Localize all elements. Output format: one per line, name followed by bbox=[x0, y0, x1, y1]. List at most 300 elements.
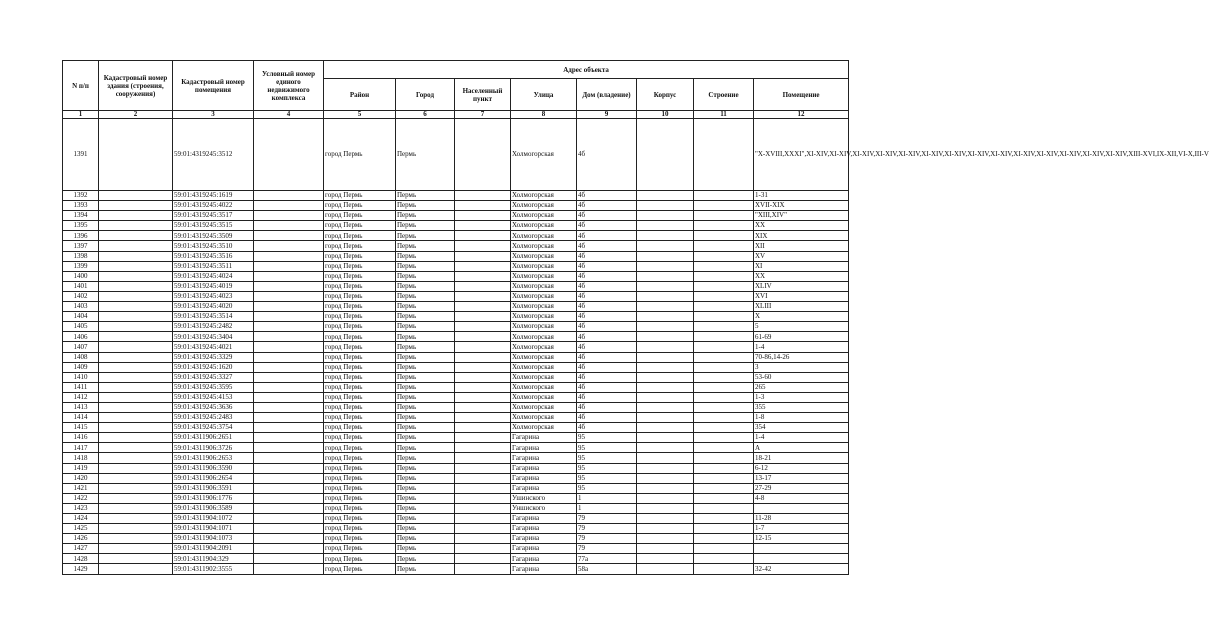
premises-cadastral-cell: 59:01:4311904:329 bbox=[173, 554, 254, 564]
table-row bbox=[63, 503, 849, 513]
complex-number-cell bbox=[254, 443, 324, 453]
complex-number-cell bbox=[254, 322, 324, 332]
building-cadastral-cell bbox=[99, 554, 173, 564]
complex-number-cell bbox=[254, 221, 324, 231]
district-cell: город Пермь bbox=[324, 413, 396, 423]
block-cell bbox=[637, 372, 694, 382]
complex-number-cell bbox=[254, 312, 324, 322]
room-cell: XII bbox=[754, 241, 849, 251]
house-cell: 79 bbox=[577, 544, 637, 554]
block-cell bbox=[637, 453, 694, 463]
premises-cadastral-cell: 59:01:4319245:1620 bbox=[173, 362, 254, 372]
room-cell: X bbox=[754, 312, 849, 322]
building-cadastral-cell bbox=[99, 524, 173, 534]
premises-cadastral-cell: 59:01:4319245:4024 bbox=[173, 271, 254, 281]
complex-number-cell bbox=[254, 463, 324, 473]
district-cell: город Пермь bbox=[324, 524, 396, 534]
house-cell: 1 bbox=[577, 493, 637, 503]
house-cell: 4б bbox=[577, 372, 637, 382]
row-number: 1410 bbox=[63, 372, 99, 382]
street-cell: Холмогорская bbox=[511, 191, 577, 201]
row-number: 1396 bbox=[63, 231, 99, 241]
building-cell bbox=[694, 453, 754, 463]
block-cell bbox=[637, 433, 694, 443]
row-number: 1428 bbox=[63, 554, 99, 564]
house-cell: 4б bbox=[577, 191, 637, 201]
column-number-cell: 9 bbox=[577, 111, 637, 119]
block-cell bbox=[637, 443, 694, 453]
building-cadastral-cell bbox=[99, 201, 173, 211]
house-cell: 1 bbox=[577, 503, 637, 513]
street-cell: Холмогорская bbox=[511, 352, 577, 362]
house-cell: 95 bbox=[577, 443, 637, 453]
house-cell: 4б bbox=[577, 119, 637, 191]
district-cell: город Пермь bbox=[324, 291, 396, 301]
complex-number-cell bbox=[254, 261, 324, 271]
table-row bbox=[63, 524, 849, 534]
block-cell bbox=[637, 493, 694, 503]
street-cell: Холмогорская bbox=[511, 281, 577, 291]
building-cadastral-cell bbox=[99, 443, 173, 453]
complex-number-cell bbox=[254, 191, 324, 201]
house-cell: 95 bbox=[577, 453, 637, 463]
complex-number-cell bbox=[254, 453, 324, 463]
city-cell: Пермь bbox=[396, 402, 455, 412]
column-number-cell: 8 bbox=[511, 111, 577, 119]
settlement-cell bbox=[455, 443, 511, 453]
district-cell: город Пермь bbox=[324, 322, 396, 332]
house-cell: 4б bbox=[577, 211, 637, 221]
premises-cadastral-cell: 59:01:4319245:3512 bbox=[173, 119, 254, 191]
street-cell: Холмогорская bbox=[511, 251, 577, 261]
column-number-cell: 3 bbox=[173, 111, 254, 119]
settlement-cell bbox=[455, 332, 511, 342]
building-cell bbox=[694, 352, 754, 362]
block-cell bbox=[637, 241, 694, 251]
row-number: 1391 bbox=[63, 119, 99, 191]
building-cadastral-cell bbox=[99, 191, 173, 201]
table-row bbox=[63, 402, 849, 412]
room-cell: 53-60 bbox=[754, 372, 849, 382]
block-cell bbox=[637, 191, 694, 201]
district-cell: город Пермь bbox=[324, 433, 396, 443]
complex-number-cell bbox=[254, 271, 324, 281]
building-cell bbox=[694, 312, 754, 322]
complex-number-cell bbox=[254, 524, 324, 534]
room-cell: XLIV bbox=[754, 281, 849, 291]
header-row-top bbox=[63, 61, 849, 79]
settlement-cell bbox=[455, 211, 511, 221]
street-cell: Холмогорская bbox=[511, 322, 577, 332]
district-cell: город Пермь bbox=[324, 483, 396, 493]
street-cell: Гагарина bbox=[511, 554, 577, 564]
house-cell: 4б bbox=[577, 302, 637, 312]
house-cell: 77а bbox=[577, 554, 637, 564]
premises-cadastral-cell: 59:01:4319245:3510 bbox=[173, 241, 254, 251]
table-row bbox=[63, 211, 849, 221]
building-cell bbox=[694, 423, 754, 433]
house-cell: 4б bbox=[577, 362, 637, 372]
row-number: 1398 bbox=[63, 251, 99, 261]
room-cell: 3 bbox=[754, 362, 849, 372]
complex-number-cell bbox=[254, 291, 324, 301]
house-cell: 4б bbox=[577, 291, 637, 301]
col-header-address: Адрес объекта bbox=[324, 61, 849, 79]
building-cadastral-cell bbox=[99, 312, 173, 322]
block-cell bbox=[637, 291, 694, 301]
premises-cadastral-cell: 59:01:4311906:1776 bbox=[173, 493, 254, 503]
building-cadastral-cell bbox=[99, 534, 173, 544]
building-cell bbox=[694, 201, 754, 211]
premises-cadastral-cell: 59:01:4319245:3514 bbox=[173, 312, 254, 322]
room-cell: XVI bbox=[754, 291, 849, 301]
building-cell bbox=[694, 241, 754, 251]
street-cell: Холмогорская bbox=[511, 211, 577, 221]
settlement-cell bbox=[455, 453, 511, 463]
col-header-building: Строение bbox=[694, 79, 754, 111]
house-cell: 4б bbox=[577, 271, 637, 281]
street-cell: Холмогорская bbox=[511, 119, 577, 191]
premises-cadastral-cell: 59:01:4319245:4022 bbox=[173, 201, 254, 211]
district-cell: город Пермь bbox=[324, 362, 396, 372]
table-row bbox=[63, 554, 849, 564]
complex-number-cell bbox=[254, 251, 324, 261]
street-cell: Ушинского bbox=[511, 493, 577, 503]
settlement-cell bbox=[455, 119, 511, 191]
block-cell bbox=[637, 251, 694, 261]
district-cell: город Пермь bbox=[324, 352, 396, 362]
city-cell: Пермь bbox=[396, 554, 455, 564]
building-cell bbox=[694, 483, 754, 493]
table-row bbox=[63, 312, 849, 322]
building-cadastral-cell bbox=[99, 271, 173, 281]
settlement-cell bbox=[455, 302, 511, 312]
building-cell bbox=[694, 564, 754, 574]
premises-cadastral-cell: 59:01:4311904:2091 bbox=[173, 544, 254, 554]
building-cell bbox=[694, 281, 754, 291]
house-cell: 4б bbox=[577, 332, 637, 342]
premises-cadastral-cell: 59:01:4319245:3329 bbox=[173, 352, 254, 362]
table-row bbox=[63, 251, 849, 261]
table-row bbox=[63, 544, 849, 554]
premises-cadastral-cell: 59:01:4311906:3589 bbox=[173, 503, 254, 513]
settlement-cell bbox=[455, 251, 511, 261]
complex-number-cell bbox=[254, 211, 324, 221]
complex-number-cell bbox=[254, 493, 324, 503]
row-number: 1401 bbox=[63, 281, 99, 291]
building-cadastral-cell bbox=[99, 251, 173, 261]
table-row bbox=[63, 281, 849, 291]
column-number-cell: 1 bbox=[63, 111, 99, 119]
row-number: 1406 bbox=[63, 332, 99, 342]
district-cell: город Пермь bbox=[324, 544, 396, 554]
building-cell bbox=[694, 413, 754, 423]
settlement-cell bbox=[455, 413, 511, 423]
complex-number-cell bbox=[254, 402, 324, 412]
row-number: 1422 bbox=[63, 493, 99, 503]
premises-cadastral-cell: 59:01:4311904:1072 bbox=[173, 514, 254, 524]
room-cell: 5 bbox=[754, 322, 849, 332]
col-header-house: Дом (владение) bbox=[577, 79, 637, 111]
settlement-cell bbox=[455, 433, 511, 443]
building-cell bbox=[694, 342, 754, 352]
district-cell: город Пермь bbox=[324, 271, 396, 281]
street-cell: Гагарина bbox=[511, 463, 577, 473]
building-cell bbox=[694, 211, 754, 221]
settlement-cell bbox=[455, 402, 511, 412]
building-cadastral-cell bbox=[99, 493, 173, 503]
block-cell bbox=[637, 201, 694, 211]
district-cell: город Пермь bbox=[324, 503, 396, 513]
room-cell bbox=[754, 554, 849, 564]
complex-number-cell bbox=[254, 372, 324, 382]
building-cadastral-cell bbox=[99, 514, 173, 524]
room-cell: 13-17 bbox=[754, 473, 849, 483]
settlement-cell bbox=[455, 382, 511, 392]
settlement-cell bbox=[455, 544, 511, 554]
building-cadastral-cell bbox=[99, 322, 173, 332]
building-cell bbox=[694, 514, 754, 524]
district-cell: город Пермь bbox=[324, 453, 396, 463]
settlement-cell bbox=[455, 281, 511, 291]
district-cell: город Пермь bbox=[324, 534, 396, 544]
room-cell: XIX bbox=[754, 231, 849, 241]
row-number: 1393 bbox=[63, 201, 99, 211]
col-header-block: Корпус bbox=[637, 79, 694, 111]
city-cell: Пермь bbox=[396, 221, 455, 231]
complex-number-cell bbox=[254, 413, 324, 423]
settlement-cell bbox=[455, 524, 511, 534]
block-cell bbox=[637, 312, 694, 322]
row-number: 1405 bbox=[63, 322, 99, 332]
column-number-cell: 6 bbox=[396, 111, 455, 119]
complex-number-cell bbox=[254, 119, 324, 191]
city-cell: Пермь bbox=[396, 271, 455, 281]
settlement-cell bbox=[455, 564, 511, 574]
settlement-cell bbox=[455, 503, 511, 513]
room-cell: "X-XVIII,XXXI",XI-XIV,XI-XIV,XI-XIV,XI-XIV,XI-XIV,XI-XIV,XI-XIV,XI-XIV,XI-XIV,XI-XIV,XI-XIV,XI-XIV,XI-XIV,XI-XIV,XIII-XVI,IX-XII,VI-X,III-V bbox=[754, 119, 849, 191]
city-cell: Пермь bbox=[396, 352, 455, 362]
building-cell bbox=[694, 191, 754, 201]
building-cadastral-cell bbox=[99, 473, 173, 483]
row-number: 1419 bbox=[63, 463, 99, 473]
street-cell: Холмогорская bbox=[511, 261, 577, 271]
district-cell: город Пермь bbox=[324, 241, 396, 251]
room-cell: 265 bbox=[754, 382, 849, 392]
building-cadastral-cell bbox=[99, 423, 173, 433]
block-cell bbox=[637, 483, 694, 493]
complex-number-cell bbox=[254, 564, 324, 574]
block-cell bbox=[637, 231, 694, 241]
room-cell: 11-28 bbox=[754, 514, 849, 524]
block-cell bbox=[637, 119, 694, 191]
table-row bbox=[63, 322, 849, 332]
house-cell: 95 bbox=[577, 463, 637, 473]
building-cadastral-cell bbox=[99, 362, 173, 372]
district-cell: город Пермь bbox=[324, 342, 396, 352]
district-cell: город Пермь bbox=[324, 423, 396, 433]
block-cell bbox=[637, 302, 694, 312]
premises-cadastral-cell: 59:01:4311906:2651 bbox=[173, 433, 254, 443]
complex-number-cell bbox=[254, 231, 324, 241]
building-cadastral-cell bbox=[99, 433, 173, 443]
table-row bbox=[63, 382, 849, 392]
row-number: 1418 bbox=[63, 453, 99, 463]
city-cell: Пермь bbox=[396, 483, 455, 493]
district-cell: город Пермь bbox=[324, 402, 396, 412]
city-cell: Пермь bbox=[396, 241, 455, 251]
street-cell: Холмогорская bbox=[511, 312, 577, 322]
complex-number-cell bbox=[254, 554, 324, 564]
row-number: 1402 bbox=[63, 291, 99, 301]
premises-cadastral-cell: 59:01:4311906:2653 bbox=[173, 453, 254, 463]
building-cell bbox=[694, 221, 754, 231]
room-cell: XV bbox=[754, 251, 849, 261]
district-cell: город Пермь bbox=[324, 473, 396, 483]
table-body bbox=[63, 119, 1209, 575]
premises-cadastral-cell: 59:01:4319245:3509 bbox=[173, 231, 254, 241]
district-cell: город Пермь bbox=[324, 463, 396, 473]
complex-number-cell bbox=[254, 281, 324, 291]
district-cell: город Пермь bbox=[324, 302, 396, 312]
building-cell bbox=[694, 554, 754, 564]
house-cell: 4б bbox=[577, 201, 637, 211]
row-number: 1408 bbox=[63, 352, 99, 362]
house-cell: 4б bbox=[577, 261, 637, 271]
house-cell: 79 bbox=[577, 534, 637, 544]
building-cell bbox=[694, 302, 754, 312]
column-number-row bbox=[63, 111, 849, 119]
building-cell bbox=[694, 534, 754, 544]
table-row bbox=[63, 221, 849, 231]
settlement-cell bbox=[455, 483, 511, 493]
row-number: 1426 bbox=[63, 534, 99, 544]
city-cell: Пермь bbox=[396, 423, 455, 433]
house-cell: 58а bbox=[577, 564, 637, 574]
block-cell bbox=[637, 332, 694, 342]
row-number: 1425 bbox=[63, 524, 99, 534]
row-number: 1415 bbox=[63, 423, 99, 433]
table-row bbox=[63, 342, 849, 352]
building-cell bbox=[694, 261, 754, 271]
district-cell: город Пермь bbox=[324, 119, 396, 191]
settlement-cell bbox=[455, 231, 511, 241]
building-cell bbox=[694, 402, 754, 412]
building-cell bbox=[694, 231, 754, 241]
column-number-cell: 5 bbox=[324, 111, 396, 119]
settlement-cell bbox=[455, 534, 511, 544]
room-cell: 1-3 bbox=[754, 392, 849, 402]
table-row bbox=[63, 362, 849, 372]
street-cell: Холмогорская bbox=[511, 392, 577, 402]
block-cell bbox=[637, 463, 694, 473]
street-cell: Холмогорская bbox=[511, 362, 577, 372]
block-cell bbox=[637, 352, 694, 362]
street-cell: Гагарина bbox=[511, 473, 577, 483]
house-cell: 4б bbox=[577, 392, 637, 402]
building-cell bbox=[694, 271, 754, 281]
table-row bbox=[63, 473, 849, 483]
row-number: 1400 bbox=[63, 271, 99, 281]
building-cadastral-cell bbox=[99, 372, 173, 382]
building-cell bbox=[694, 433, 754, 443]
settlement-cell bbox=[455, 473, 511, 483]
building-cell bbox=[694, 322, 754, 332]
block-cell bbox=[637, 544, 694, 554]
building-cadastral-cell bbox=[99, 453, 173, 463]
row-number: 1394 bbox=[63, 211, 99, 221]
building-cadastral-cell bbox=[99, 544, 173, 554]
block-cell bbox=[637, 534, 694, 544]
district-cell: город Пермь bbox=[324, 514, 396, 524]
column-number-cell: 4 bbox=[254, 111, 324, 119]
premises-cadastral-cell: 59:01:4319245:3754 bbox=[173, 423, 254, 433]
premises-cadastral-cell: 59:01:4311906:2654 bbox=[173, 473, 254, 483]
row-number: 1420 bbox=[63, 473, 99, 483]
room-cell: XI bbox=[754, 261, 849, 271]
room-cell: 1-4 bbox=[754, 342, 849, 352]
settlement-cell bbox=[455, 271, 511, 281]
block-cell bbox=[637, 514, 694, 524]
city-cell: Пермь bbox=[396, 302, 455, 312]
street-cell: Гагарина bbox=[511, 514, 577, 524]
room-cell: 1-7 bbox=[754, 524, 849, 534]
building-cell bbox=[694, 332, 754, 342]
row-number: 1424 bbox=[63, 514, 99, 524]
col-header-premises-cadastral: Кадастровый номер помещения bbox=[173, 61, 254, 111]
city-cell: Пермь bbox=[396, 524, 455, 534]
city-cell: Пермь bbox=[396, 231, 455, 241]
complex-number-cell bbox=[254, 382, 324, 392]
house-cell: 79 bbox=[577, 524, 637, 534]
premises-cadastral-cell: 59:01:4319245:3517 bbox=[173, 211, 254, 221]
house-cell: 4б bbox=[577, 241, 637, 251]
city-cell: Пермь bbox=[396, 382, 455, 392]
street-cell: Холмогорская bbox=[511, 241, 577, 251]
building-cadastral-cell bbox=[99, 119, 173, 191]
row-number: 1421 bbox=[63, 483, 99, 493]
settlement-cell bbox=[455, 514, 511, 524]
city-cell: Пермь bbox=[396, 534, 455, 544]
city-cell: Пермь bbox=[396, 463, 455, 473]
city-cell: Пермь bbox=[396, 191, 455, 201]
district-cell: город Пермь bbox=[324, 493, 396, 503]
settlement-cell bbox=[455, 372, 511, 382]
complex-number-cell bbox=[254, 423, 324, 433]
building-cadastral-cell bbox=[99, 402, 173, 412]
block-cell bbox=[637, 473, 694, 483]
premises-cadastral-cell: 59:01:4319245:2483 bbox=[173, 413, 254, 423]
block-cell bbox=[637, 564, 694, 574]
premises-cadastral-cell: 59:01:4311902:3555 bbox=[173, 564, 254, 574]
block-cell bbox=[637, 261, 694, 271]
complex-number-cell bbox=[254, 342, 324, 352]
table-row bbox=[63, 119, 849, 191]
block-cell bbox=[637, 413, 694, 423]
column-number-cell: 11 bbox=[694, 111, 754, 119]
col-header-settlement: Населенный пункт bbox=[455, 79, 511, 111]
room-cell: XX bbox=[754, 271, 849, 281]
street-cell: Гагарина bbox=[511, 564, 577, 574]
table-row bbox=[63, 453, 849, 463]
premises-cadastral-cell: 59:01:4311906:3591 bbox=[173, 483, 254, 493]
building-cell bbox=[694, 503, 754, 513]
table-row bbox=[63, 372, 849, 382]
premises-cadastral-cell: 59:01:4319245:3636 bbox=[173, 402, 254, 412]
complex-number-cell bbox=[254, 392, 324, 402]
room-cell: 1-31 bbox=[754, 191, 849, 201]
city-cell: Пермь bbox=[396, 322, 455, 332]
